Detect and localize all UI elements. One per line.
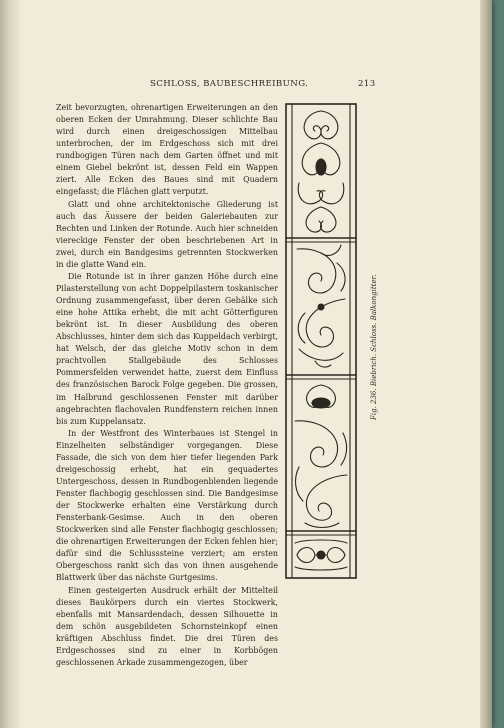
balcony-grille-illustration: [285, 103, 357, 579]
paragraph: In der Westfront des Winterbaues ist Stengel in Einzelheiten selbständiger vorgegangen. Diese Fassade, die sich von dem hier tiefer liegenden Park dreigeschossig erhebt, hat ein gequadertes Untergeschoss, dessen in Rundbogenblenden liegende Fenster flachbogig geschlossen sind. Die Bandgesimse der Stockwerke erhalten eine Verstärkung durch Fensterbank-Gesimse. Auch in den oberen Stockwerken sind alle Fenster flachbogig geschlossen; die ohrenartigen Erweiterungen der Ecken fehlen hier; dafür sind die Schlusssteine verziert; am ersten Obergeschoss rankt sich das von ihnen ausgehende Blattwerk über das nächste Gurtgesims.: [56, 428, 278, 583]
paragraph: Einen gesteigerten Ausdruck erhält der Mittelteil dieses Baukörpers durch ein viertes Stockwerk, ebenfalls mit Mansardendach, dessen Silhouette in dem schön ausgebildeten Schornsteinkopf einen kräftigen Abschluss findet. Die drei Türen des Erdgeschosses sind zu einer in Korbbögen geschlossenen Arkade zusammengezogen, über: [56, 585, 278, 667]
figure-caption: Fig. 236. Biebrich. Schloss. Balkongitter.: [370, 274, 378, 420]
page-edge: [480, 0, 492, 728]
paragraph: Glatt und ohne architektonische Gliederung ist auch das Äussere der beiden Galeriebauten zur Rechten und Linken der Rotunde. Auch hier schneiden viereckige Fenster der oben beschriebenen Art in zwei, durch ein Bandgesims getrennten Stockwerken in die glatte Wand ein.: [56, 199, 278, 269]
paragraph: Zeit bevorzugten, ohrenartigen Erweiterungen an den oberen Ecken der Umrahmung. Dieser schlichte Bau wird durch einen dreigeschossigen Mittelbau unterbrochen, der im Erdgeschoss sich mit drei rundbogigen Türen nach dem Garten öffnet und mit einem Giebel bekrönt ist, dessen Feld ein Wappen ziert. Alle Ecken des Baues sind mit Quadern eingefasst; die Flächen glatt verputzt.: [56, 103, 278, 197]
book-spine-shadow: [0, 0, 20, 728]
body-text: [56, 102, 278, 669]
paragraph: Die Rotunde ist in ihrer ganzen Höhe durch eine Pilasterstellung von acht Doppelpilastern toskanischer Ordnung zusammengefasst, über deren Gebälke sich eine hohe Attika erhebt, die mit acht Götterfiguren bekrönt ist. In dieser Ausbildung des oberen Abschlusses, hinter dem sich das Kuppeldach verbirgt, hat Welsch, der das gleiche Motiv schon in dem prachtvollen Stallgebäude des Schlosses Pommersfelden verwendet hatte, zuerst dem Einfluss des französischen Barock Folge gegeben. Die grossen, im Halbrund geschlossenen Fenster mit darüber angebrachten flachovalen Rundfenstern reichen innen bis zum Kuppelansatz.: [56, 271, 278, 426]
running-title: SCHLOSS, BAUBESCHREIBUNG.: [150, 79, 309, 89]
page-number: 213: [358, 79, 376, 89]
